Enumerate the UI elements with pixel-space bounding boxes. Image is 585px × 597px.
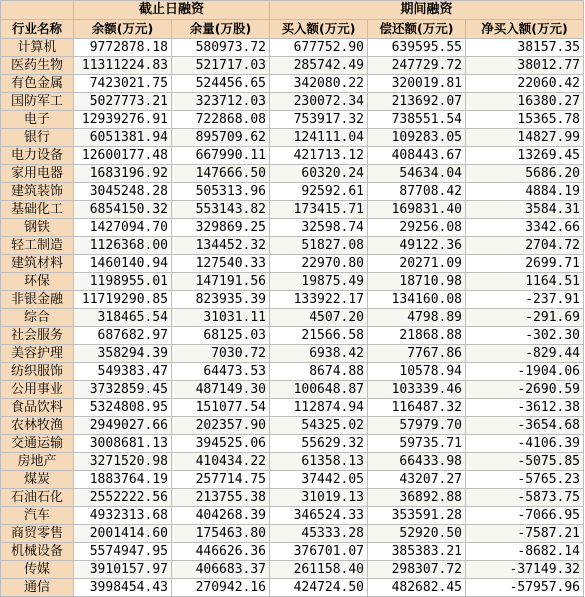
repay-amount-cell: 66433.98	[368, 453, 466, 471]
volume-cell: 147666.50	[172, 165, 270, 183]
volume-cell: 823935.39	[172, 291, 270, 309]
industry-name-cell: 纺织服饰	[1, 363, 74, 381]
header-buy: 买入额(万元)	[270, 20, 368, 39]
header-group-cutoff: 截止日融资	[74, 1, 270, 20]
net-buy-cell: 3584.31	[466, 201, 584, 219]
repay-amount-cell: 320019.81	[368, 75, 466, 93]
buy-amount-cell: 6938.42	[270, 345, 368, 363]
net-buy-cell: 22060.42	[466, 75, 584, 93]
buy-amount-cell: 8674.88	[270, 363, 368, 381]
industry-name-cell: 房地产	[1, 453, 74, 471]
volume-cell: 213755.38	[172, 489, 270, 507]
table-row	[1, 471, 584, 489]
volume-cell: 329869.25	[172, 219, 270, 237]
table-row	[1, 237, 584, 255]
buy-amount-cell: 285742.49	[270, 57, 368, 75]
balance-cell: 6051381.94	[74, 129, 172, 147]
table-row	[1, 75, 584, 93]
header-column-row	[1, 20, 584, 39]
table-row	[1, 183, 584, 201]
repay-amount-cell: 169831.40	[368, 201, 466, 219]
repay-amount-cell: 87708.42	[368, 183, 466, 201]
balance-cell: 3271520.98	[74, 453, 172, 471]
balance-cell: 2001414.60	[74, 525, 172, 543]
volume-cell: 134452.32	[172, 237, 270, 255]
volume-cell: 487149.30	[172, 381, 270, 399]
repay-amount-cell: 639595.55	[368, 39, 466, 57]
table-row	[1, 417, 584, 435]
header-blank	[1, 1, 74, 20]
industry-name-cell: 商贸零售	[1, 525, 74, 543]
volume-cell: 553143.82	[172, 201, 270, 219]
volume-cell: 521717.03	[172, 57, 270, 75]
balance-cell: 3045248.28	[74, 183, 172, 201]
balance-cell: 7423021.75	[74, 75, 172, 93]
volume-cell: 151077.54	[172, 399, 270, 417]
buy-amount-cell: 22970.80	[270, 255, 368, 273]
repay-amount-cell: 29256.08	[368, 219, 466, 237]
net-buy-cell: -3654.68	[466, 417, 584, 435]
buy-amount-cell: 753917.32	[270, 111, 368, 129]
volume-cell: 446626.36	[172, 543, 270, 561]
repay-amount-cell: 43207.27	[368, 471, 466, 489]
buy-amount-cell: 51827.08	[270, 237, 368, 255]
net-buy-cell: 2704.72	[466, 237, 584, 255]
buy-amount-cell: 424724.50	[270, 579, 368, 597]
buy-amount-cell: 4507.20	[270, 309, 368, 327]
balance-cell: 549383.47	[74, 363, 172, 381]
table-row	[1, 453, 584, 471]
net-buy-cell: -2690.59	[466, 381, 584, 399]
industry-name-cell: 家用电器	[1, 165, 74, 183]
net-buy-cell: 13269.45	[466, 147, 584, 165]
repay-amount-cell: 36892.88	[368, 489, 466, 507]
balance-cell: 4932313.68	[74, 507, 172, 525]
buy-amount-cell: 21566.58	[270, 327, 368, 345]
buy-amount-cell: 19875.49	[270, 273, 368, 291]
table-row	[1, 381, 584, 399]
repay-amount-cell: 4798.89	[368, 309, 466, 327]
buy-amount-cell: 261158.40	[270, 561, 368, 579]
table-row	[1, 165, 584, 183]
volume-cell: 68125.03	[172, 327, 270, 345]
balance-cell: 5324808.95	[74, 399, 172, 417]
balance-cell: 5027773.21	[74, 93, 172, 111]
net-buy-cell: 38012.77	[466, 57, 584, 75]
balance-cell: 1427094.70	[74, 219, 172, 237]
header-industry: 行业名称	[1, 20, 74, 39]
buy-amount-cell: 173415.71	[270, 201, 368, 219]
volume-cell: 7030.72	[172, 345, 270, 363]
industry-name-cell: 食品饮料	[1, 399, 74, 417]
buy-amount-cell: 55629.32	[270, 435, 368, 453]
industry-name-cell: 环保	[1, 273, 74, 291]
buy-amount-cell: 92592.61	[270, 183, 368, 201]
table-row	[1, 363, 584, 381]
industry-name-cell: 社会服务	[1, 327, 74, 345]
net-buy-cell: 38157.35	[466, 39, 584, 57]
industry-name-cell: 非银金融	[1, 291, 74, 309]
industry-name-cell: 煤炭	[1, 471, 74, 489]
repay-amount-cell: 57979.70	[368, 417, 466, 435]
buy-amount-cell: 32598.74	[270, 219, 368, 237]
header-volume: 余量(万股)	[172, 20, 270, 39]
balance-cell: 5574947.95	[74, 543, 172, 561]
industry-name-cell: 汽车	[1, 507, 74, 525]
industry-name-cell: 电力设备	[1, 147, 74, 165]
repay-amount-cell: 134160.08	[368, 291, 466, 309]
volume-cell: 147191.56	[172, 273, 270, 291]
buy-amount-cell: 60320.24	[270, 165, 368, 183]
buy-amount-cell: 61358.13	[270, 453, 368, 471]
net-buy-cell: -1904.06	[466, 363, 584, 381]
net-buy-cell: -237.91	[466, 291, 584, 309]
buy-amount-cell: 677752.90	[270, 39, 368, 57]
industry-name-cell: 石油石化	[1, 489, 74, 507]
net-buy-cell: 2699.71	[466, 255, 584, 273]
table-row	[1, 579, 584, 597]
table-row	[1, 219, 584, 237]
net-buy-cell: 3342.66	[466, 219, 584, 237]
repay-amount-cell: 109283.05	[368, 129, 466, 147]
net-buy-cell: 16380.27	[466, 93, 584, 111]
net-buy-cell: 15365.78	[466, 111, 584, 129]
industry-name-cell: 建筑装饰	[1, 183, 74, 201]
header-group-row	[1, 1, 584, 20]
repay-amount-cell: 49122.36	[368, 237, 466, 255]
volume-cell: 406683.37	[172, 561, 270, 579]
volume-cell: 524456.65	[172, 75, 270, 93]
volume-cell: 323712.03	[172, 93, 270, 111]
balance-cell: 12600177.48	[74, 147, 172, 165]
repay-amount-cell: 52920.50	[368, 525, 466, 543]
repay-amount-cell: 10578.94	[368, 363, 466, 381]
net-buy-cell: -5075.85	[466, 453, 584, 471]
balance-cell: 3008681.13	[74, 435, 172, 453]
industry-name-cell: 建筑材料	[1, 255, 74, 273]
balance-cell: 687682.97	[74, 327, 172, 345]
volume-cell: 505313.96	[172, 183, 270, 201]
net-buy-cell: 4884.19	[466, 183, 584, 201]
repay-amount-cell: 408443.67	[368, 147, 466, 165]
table-row	[1, 201, 584, 219]
industry-name-cell: 机械设备	[1, 543, 74, 561]
balance-cell: 2552222.56	[74, 489, 172, 507]
net-buy-cell: -7587.21	[466, 525, 584, 543]
buy-amount-cell: 31019.13	[270, 489, 368, 507]
balance-cell: 6854150.32	[74, 201, 172, 219]
table-row	[1, 93, 584, 111]
repay-amount-cell: 103339.46	[368, 381, 466, 399]
table-row	[1, 327, 584, 345]
balance-cell: 12939276.91	[74, 111, 172, 129]
table-row	[1, 147, 584, 165]
repay-amount-cell: 54634.04	[368, 165, 466, 183]
repay-amount-cell: 247729.72	[368, 57, 466, 75]
net-buy-cell: -7066.95	[466, 507, 584, 525]
volume-cell: 257714.75	[172, 471, 270, 489]
industry-name-cell: 轻工制造	[1, 237, 74, 255]
net-buy-cell: 1164.51	[466, 273, 584, 291]
table-row	[1, 561, 584, 579]
industry-name-cell: 传媒	[1, 561, 74, 579]
table-row	[1, 309, 584, 327]
balance-cell: 3732859.45	[74, 381, 172, 399]
volume-cell: 175463.80	[172, 525, 270, 543]
net-buy-cell: -57957.96	[466, 579, 584, 597]
industry-name-cell: 有色金属	[1, 75, 74, 93]
industry-name-cell: 银行	[1, 129, 74, 147]
net-buy-cell: 5686.20	[466, 165, 584, 183]
volume-cell: 410434.22	[172, 453, 270, 471]
buy-amount-cell: 342080.22	[270, 75, 368, 93]
repay-amount-cell: 213692.07	[368, 93, 466, 111]
volume-cell: 580973.72	[172, 39, 270, 57]
balance-cell: 318465.54	[74, 309, 172, 327]
balance-cell: 1460140.94	[74, 255, 172, 273]
repay-amount-cell: 7767.86	[368, 345, 466, 363]
table-row	[1, 399, 584, 417]
table-row	[1, 543, 584, 561]
repay-amount-cell: 738551.54	[368, 111, 466, 129]
repay-amount-cell: 21868.88	[368, 327, 466, 345]
industry-name-cell: 美容护理	[1, 345, 74, 363]
table-row	[1, 255, 584, 273]
balance-cell: 9772878.18	[74, 39, 172, 57]
industry-name-cell: 综合	[1, 309, 74, 327]
net-buy-cell: 14827.99	[466, 129, 584, 147]
table-row	[1, 291, 584, 309]
buy-amount-cell: 346524.33	[270, 507, 368, 525]
net-buy-cell: -5765.23	[466, 471, 584, 489]
buy-amount-cell: 37442.05	[270, 471, 368, 489]
balance-cell: 1883764.19	[74, 471, 172, 489]
header-net-buy: 净买入额(万元)	[466, 20, 584, 39]
table-row	[1, 111, 584, 129]
header-repay: 偿还额(万元)	[368, 20, 466, 39]
industry-name-cell: 医药生物	[1, 57, 74, 75]
repay-amount-cell: 116487.32	[368, 399, 466, 417]
repay-amount-cell: 18710.98	[368, 273, 466, 291]
table-row	[1, 345, 584, 363]
balance-cell: 11311224.83	[74, 57, 172, 75]
buy-amount-cell: 230072.34	[270, 93, 368, 111]
table-row	[1, 273, 584, 291]
industry-name-cell: 通信	[1, 579, 74, 597]
table-row	[1, 507, 584, 525]
industry-name-cell: 农林牧渔	[1, 417, 74, 435]
repay-amount-cell: 298307.72	[368, 561, 466, 579]
header-group-period: 期间融资	[270, 1, 584, 20]
repay-amount-cell: 482682.45	[368, 579, 466, 597]
volume-cell: 394525.06	[172, 435, 270, 453]
industry-name-cell: 交通运输	[1, 435, 74, 453]
net-buy-cell: -37149.32	[466, 561, 584, 579]
industry-name-cell: 国防军工	[1, 93, 74, 111]
buy-amount-cell: 376701.07	[270, 543, 368, 561]
industry-name-cell: 电子	[1, 111, 74, 129]
balance-cell: 358294.39	[74, 345, 172, 363]
table-row	[1, 525, 584, 543]
volume-cell: 270942.16	[172, 579, 270, 597]
industry-name-cell: 基础化工	[1, 201, 74, 219]
balance-cell: 1198955.01	[74, 273, 172, 291]
volume-cell: 722868.08	[172, 111, 270, 129]
repay-amount-cell: 20271.09	[368, 255, 466, 273]
volume-cell: 895709.62	[172, 129, 270, 147]
balance-cell: 1683196.92	[74, 165, 172, 183]
table-body	[1, 39, 584, 597]
net-buy-cell: -302.30	[466, 327, 584, 345]
table-row	[1, 39, 584, 57]
balance-cell: 3910157.97	[74, 561, 172, 579]
table-row	[1, 57, 584, 75]
buy-amount-cell: 421713.12	[270, 147, 368, 165]
buy-amount-cell: 112874.94	[270, 399, 368, 417]
balance-cell: 11719290.85	[74, 291, 172, 309]
buy-amount-cell: 100648.87	[270, 381, 368, 399]
net-buy-cell: -291.69	[466, 309, 584, 327]
volume-cell: 202357.90	[172, 417, 270, 435]
industry-name-cell: 计算机	[1, 39, 74, 57]
industry-name-cell: 钢铁	[1, 219, 74, 237]
table-row	[1, 435, 584, 453]
buy-amount-cell: 124111.04	[270, 129, 368, 147]
buy-amount-cell: 54325.02	[270, 417, 368, 435]
net-buy-cell: -3612.38	[466, 399, 584, 417]
volume-cell: 31031.11	[172, 309, 270, 327]
volume-cell: 404268.39	[172, 507, 270, 525]
net-buy-cell: -829.44	[466, 345, 584, 363]
table-row	[1, 489, 584, 507]
buy-amount-cell: 45333.28	[270, 525, 368, 543]
net-buy-cell: -8682.14	[466, 543, 584, 561]
net-buy-cell: -5873.75	[466, 489, 584, 507]
table-row	[1, 129, 584, 147]
volume-cell: 64473.53	[172, 363, 270, 381]
buy-amount-cell: 133922.17	[270, 291, 368, 309]
balance-cell: 2949027.66	[74, 417, 172, 435]
volume-cell: 127540.33	[172, 255, 270, 273]
header-balance: 余额(万元)	[74, 20, 172, 39]
volume-cell: 667990.11	[172, 147, 270, 165]
repay-amount-cell: 385383.21	[368, 543, 466, 561]
net-buy-cell: -4106.39	[466, 435, 584, 453]
industry-name-cell: 公用事业	[1, 381, 74, 399]
repay-amount-cell: 59735.71	[368, 435, 466, 453]
balance-cell: 3998454.43	[74, 579, 172, 597]
repay-amount-cell: 353591.28	[368, 507, 466, 525]
balance-cell: 1126368.00	[74, 237, 172, 255]
